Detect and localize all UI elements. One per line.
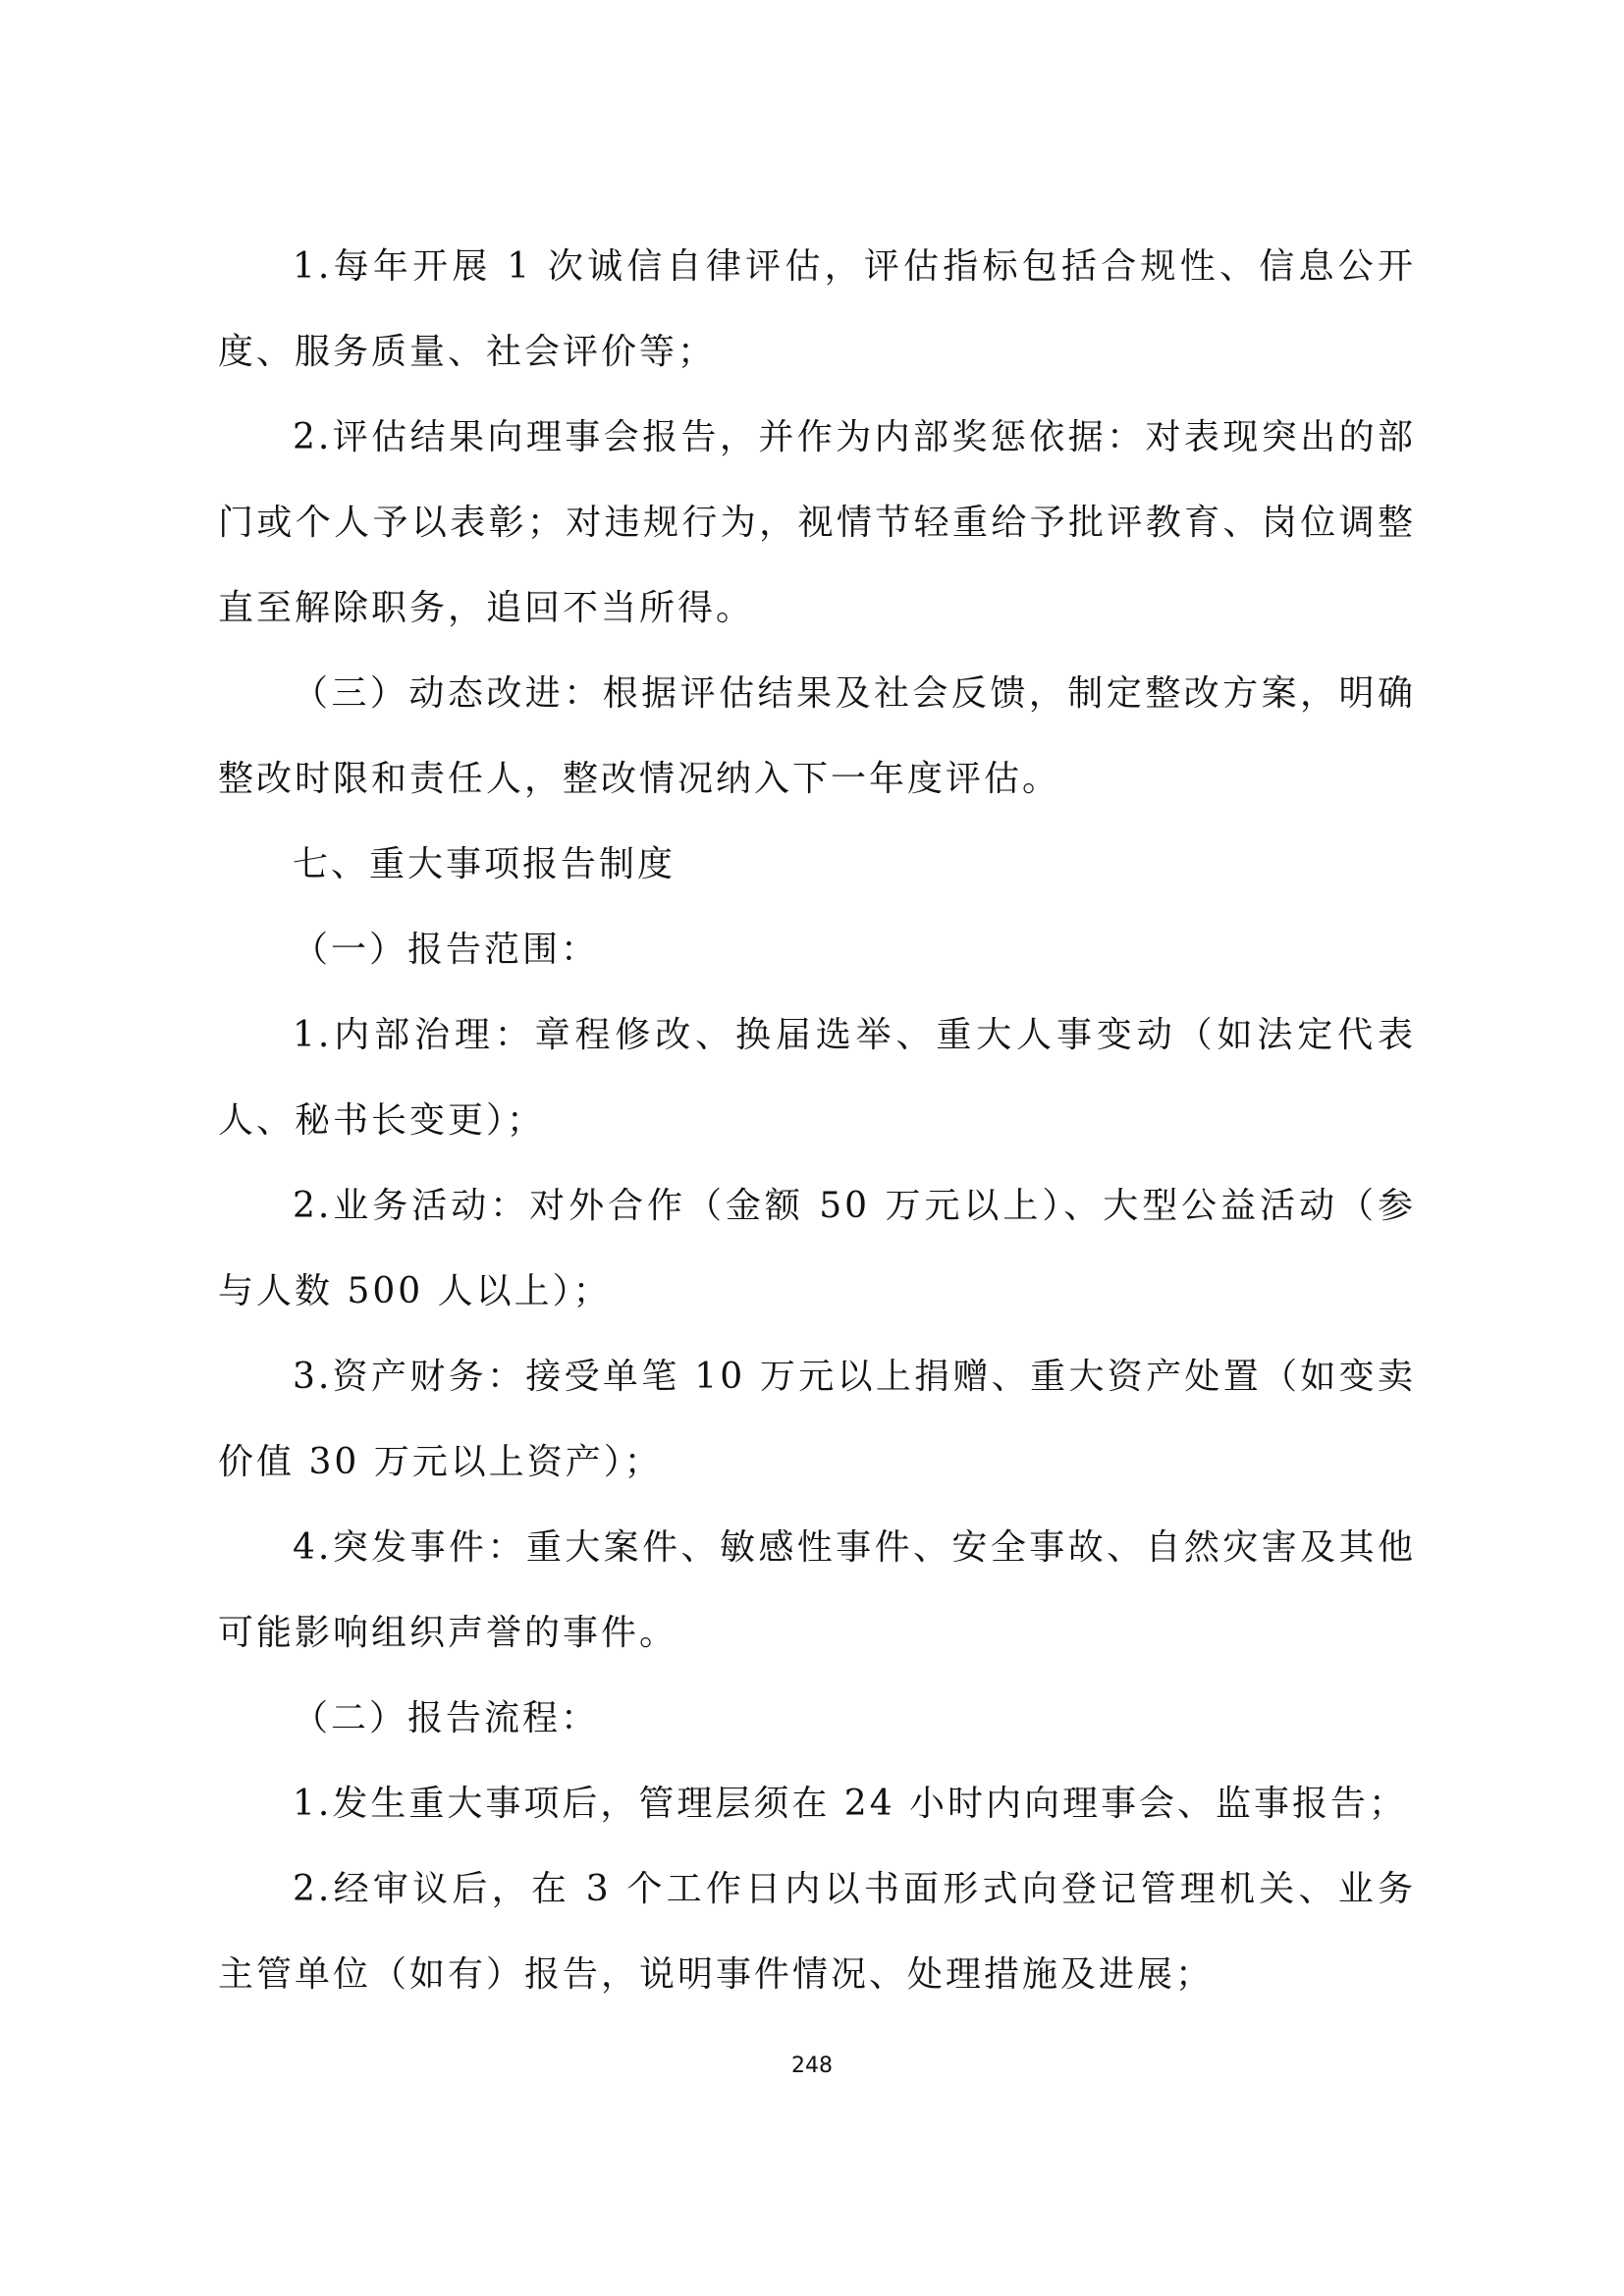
paragraph-process-step-1: 1.发生重大事项后，管理层须在 24 小时内向理事会、监事报告；	[293, 1784, 1408, 1824]
subheading-report-process: （二）报告流程：	[293, 1698, 600, 1738]
paragraph-process-step-2: 2.经审议后，在 3 个工作日内以书面形式向登记管理机关、业务主管单位（如有）报告，说明事件情况、处理措施及进展；	[218, 1869, 1416, 1995]
paragraph-business-activities: 2.业务活动：对外合作（金额 50 万元以上）、大型公益活动（参与人数 500 人以上）；	[218, 1186, 1416, 1311]
subheading-report-scope: （一）报告范围：	[293, 930, 600, 970]
paragraph-emergencies: 4.突发事件：重大案件、敏感性事件、安全事故、自然灾害及其他可能影响组织声誉的事件。	[218, 1527, 1416, 1653]
document-body	[218, 224, 1416, 2017]
paragraph-assets-finance: 3.资产财务：接受单笔 10 万元以上捐赠、重大资产处置（如变卖价值 30 万元以上资产）；	[218, 1357, 1416, 1482]
paragraph-internal-governance: 1.内部治理：章程修改、换届选举、重大人事变动（如法定代表人、秘书长变更）；	[218, 1015, 1416, 1141]
page-number: 248	[791, 2054, 833, 2078]
paragraph-dynamic-improvement: （三）动态改进：根据评估结果及社会反馈，制定整改方案，明确整改时限和责任人，整改情况纳入下一年度评估。	[218, 673, 1416, 799]
paragraph-assessment-results: 2.评估结果向理事会报告，并作为内部奖惩依据：对表现突出的部门或个人予以表彰；对违规行为，视情节轻重给予批评教育、岗位调整直至解除职务，追回不当所得。	[218, 417, 1416, 628]
section-heading-major-reporting: 七、重大事项报告制度	[293, 844, 677, 884]
paragraph-assessment-annual: 1.每年开展 1 次诚信自律评估，评估指标包括合规性、信息公开度、服务质量、社会评价等；	[218, 246, 1416, 372]
